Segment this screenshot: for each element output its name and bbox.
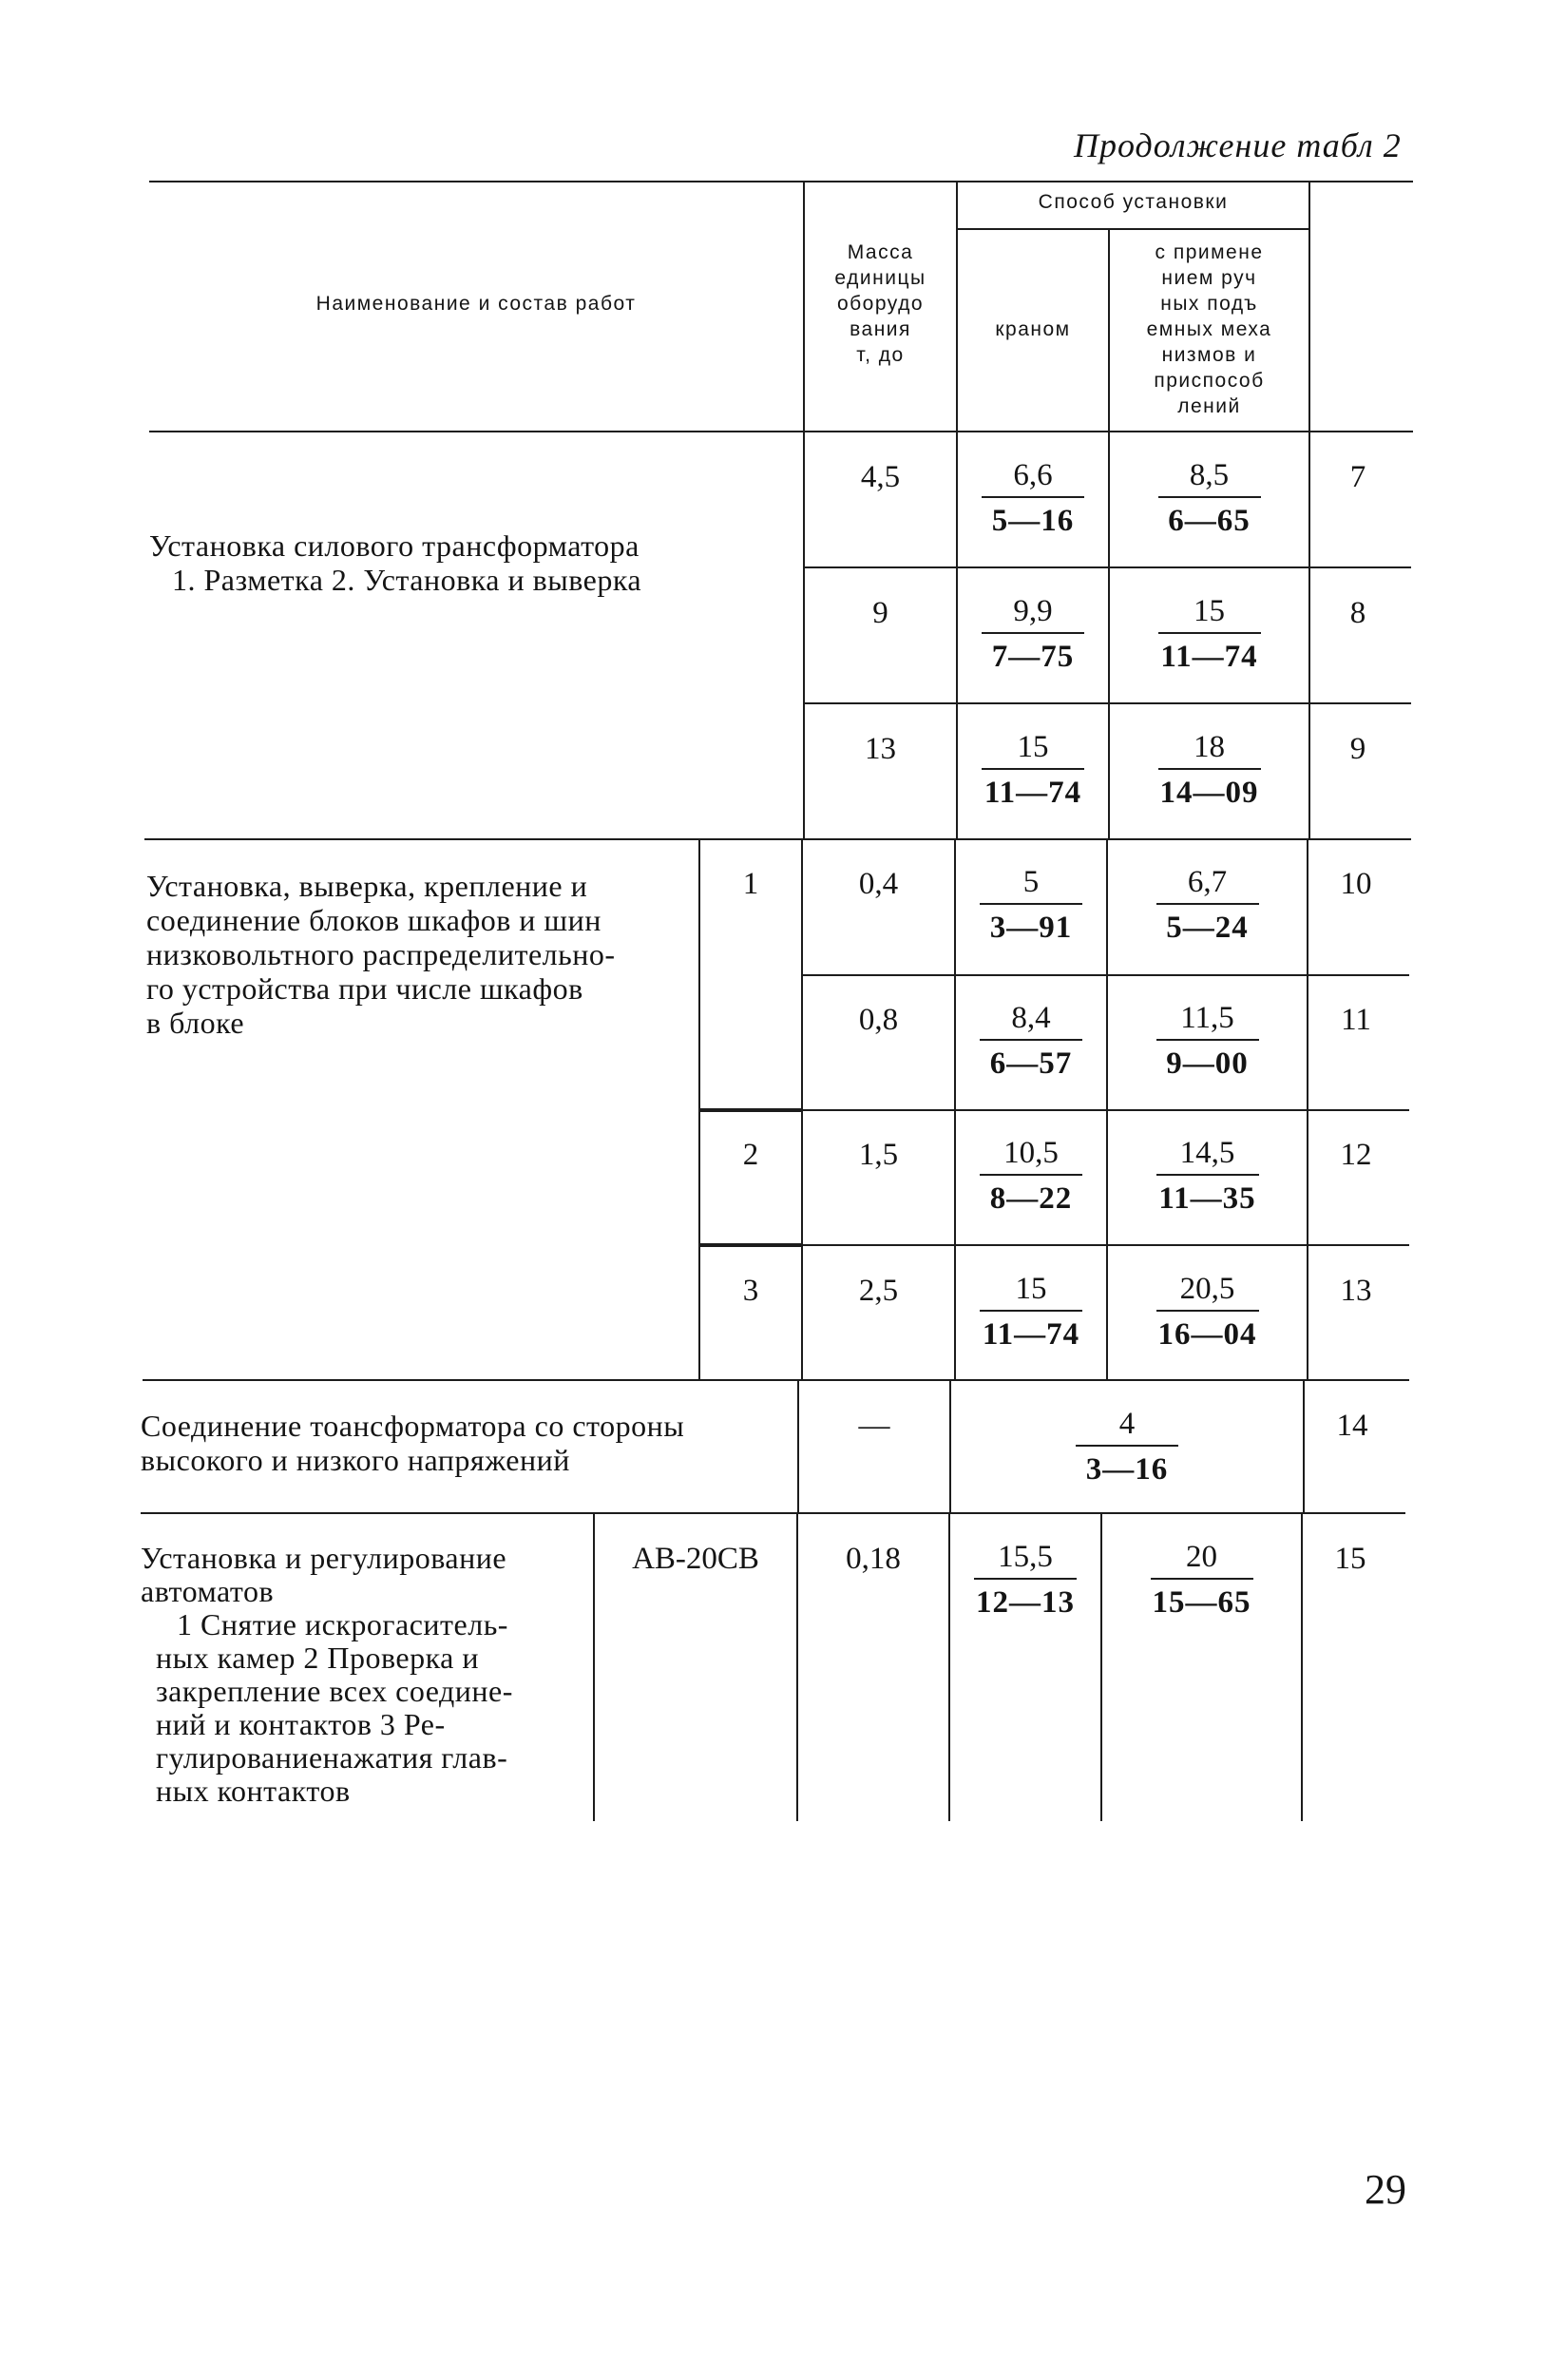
section-title: Установка силового трансформатора <box>149 528 640 563</box>
connection-section-text: Соединение тоансформатора со стороны высокого и низкого напряжений <box>141 1409 685 1477</box>
manual-norm: 20 15—65 <box>1152 1540 1251 1620</box>
header-divider-number <box>1308 181 1310 432</box>
row-number: 13 <box>1340 1274 1372 1308</box>
manual-norm: 20,5 16—04 <box>1157 1272 1257 1352</box>
mass-value: 1,5 <box>858 1138 899 1172</box>
row-number: 8 <box>1349 596 1366 630</box>
manual-norm: 8,5 6—65 <box>1110 456 1308 540</box>
mass-value: 2,5 <box>858 1274 899 1308</box>
crane-norm: 15,5 12—13 <box>976 1540 1075 1620</box>
row-number: 15 <box>1334 1542 1366 1576</box>
crane-norm: 5 3—91 <box>956 863 1106 947</box>
section-rule <box>144 838 1411 840</box>
header-divider-crane <box>956 181 958 432</box>
manual-norm: 14,5 11—35 <box>1108 1134 1307 1218</box>
mass-value: 0,4 <box>858 867 899 901</box>
row-number: 11 <box>1341 1003 1371 1037</box>
mass-value: 0,18 <box>846 1542 901 1576</box>
row-number: 12 <box>1340 1138 1372 1172</box>
row-number: 9 <box>1349 732 1366 766</box>
common-norm: 4 3—16 <box>951 1405 1303 1488</box>
crane-norm: 8,4 6—57 <box>956 999 1106 1083</box>
cabinet-section-text: Установка, выверка, крепление и соединение блоков шкафов и шин низковольтного распределительно- го устройства при числе шкафов в блоке <box>146 869 616 1040</box>
header-bottom-rule <box>149 431 1413 432</box>
section-subtitle: 1. Разметка 2. Установка и выверка <box>172 563 642 597</box>
header-mass: Масса единицы оборудо вания т, до <box>834 241 926 366</box>
row-number: 10 <box>1340 867 1372 901</box>
crane-norm: 9,9 7—75 <box>958 592 1108 676</box>
mass-value: 9 <box>872 596 888 630</box>
crane-norm: 15 11—74 <box>956 1270 1106 1353</box>
cabinet-count: 2 <box>742 1138 759 1172</box>
cabinet-count: 1 <box>742 867 759 901</box>
manual-norm: 11,5 9—00 <box>1108 999 1307 1083</box>
method-group-rule <box>956 228 1310 230</box>
crane-norm: 10,5 8—22 <box>956 1134 1106 1218</box>
breaker-type: АВ-20СВ <box>632 1542 759 1576</box>
mass-value: — <box>858 1409 890 1443</box>
mass-value: 4,5 <box>860 460 901 494</box>
table-top-rule <box>149 181 1413 182</box>
mass-value: 13 <box>865 732 896 766</box>
header-name-of-works: Наименование и состав работ <box>315 293 637 315</box>
manual-norm: 6,7 5—24 <box>1108 863 1307 947</box>
manual-norm: 18 14—09 <box>1159 730 1259 810</box>
crane-norm: 15 11—74 <box>958 728 1108 812</box>
breaker-section-text: Установка и регулирование автоматов 1 Снятие искрогаситель- ных камер 2 Проверка и закрепление всех соедине- ний и контактов 3 Ре- гулированиенажатия глав- ных контактов <box>141 1541 513 1808</box>
header-by-manual-means: с примене нием руч ных подъ емных меха низмов и приспособ лений <box>1146 241 1272 417</box>
crane-norm: 6,6 5—16 <box>958 456 1108 540</box>
section-rule <box>143 1379 1409 1381</box>
header-by-crane: краном <box>995 318 1071 340</box>
header-installation-method: Способ установки <box>1038 191 1229 213</box>
mass-value: 0,8 <box>858 1003 899 1037</box>
table-continuation-caption: Продолжение табл 2 <box>1074 126 1402 164</box>
cabinet-count: 3 <box>742 1274 759 1308</box>
manual-norm: 15 11—74 <box>1110 592 1308 676</box>
section-rule <box>141 1512 1405 1514</box>
page-number: 29 <box>1365 2166 1406 2213</box>
row-number: 14 <box>1336 1409 1368 1443</box>
row-number: 7 <box>1349 460 1366 494</box>
